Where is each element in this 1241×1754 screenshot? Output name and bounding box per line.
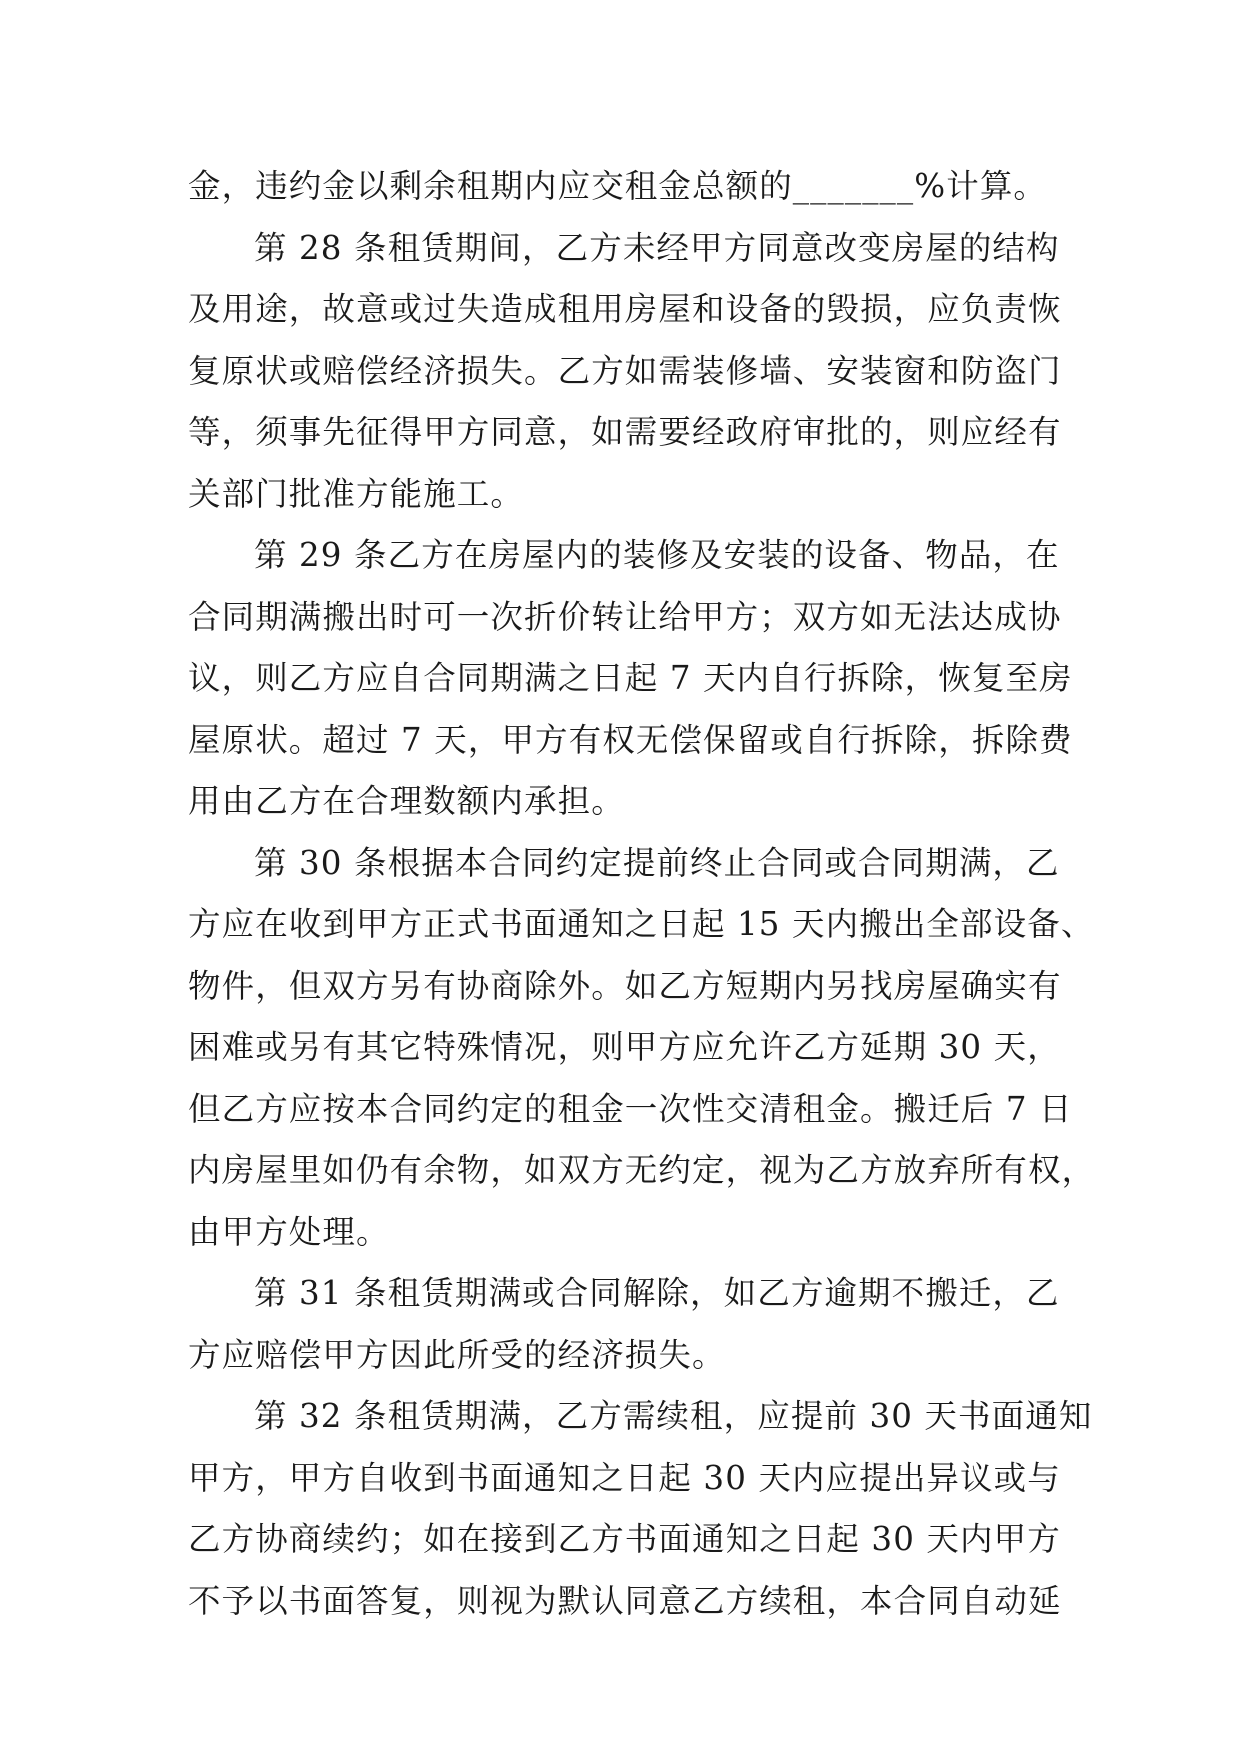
paragraph-first-line: 第 30 条根据本合同约定提前终止合同或合同期满，乙 (254, 843, 1060, 882)
text-line: 物件，但双方另有协商除外。如乙方短期内另找房屋确实有 (188, 966, 1062, 1005)
text-line: 不予以书面答复，则视为默认同意乙方续租，本合同自动延 (188, 1581, 1062, 1620)
text-line: 复原状或赔偿经济损失。乙方如需装修墙、安装窗和防盗门 (188, 351, 1062, 390)
document-body (188, 156, 1096, 1632)
text-line: 关部门批准方能施工。 (188, 474, 525, 513)
paragraph-first-line: 第 28 条租赁期间，乙方未经甲方同意改变房屋的结构 (254, 228, 1060, 267)
text-line: 金，违约金以剩余租期内应交租金总额的_______%计算。 (188, 167, 1048, 205)
paragraph-first-line: 第 32 条租赁期满，乙方需续租，应提前 30 天书面通知 (254, 1397, 1093, 1435)
text-line: 乙方协商续约；如在接到乙方书面通知之日起 30 天内甲方 (188, 1520, 1061, 1558)
paragraph-first-line: 第 31 条租赁期满或合同解除，如乙方逾期不搬迁，乙 (254, 1274, 1060, 1312)
text-line: 等，须事先征得甲方同意，如需要经政府审批的，则应经有 (188, 413, 1062, 451)
text-line: 方应在收到甲方正式书面通知之日起 15 天内搬出全部设备、 (188, 905, 1095, 943)
text-line: 用由乙方在合理数额内承担。 (188, 782, 625, 820)
text-line: 困难或另有其它特殊情况，则甲方应允许乙方延期 30 天， (188, 1028, 1061, 1066)
text-line: 及用途，故意或过失造成租用房屋和设备的毁损，应负责恢 (188, 290, 1062, 328)
text-line: 由甲方处理。 (188, 1212, 390, 1251)
text-line: 合同期满搬出时可一次折价转让给甲方；双方如无法达成协 (188, 597, 1062, 636)
text-line: 议，则乙方应自合同期满之日起 7 天内自行拆除，恢复至房 (188, 659, 1073, 697)
text-line: 方应赔偿甲方因此所受的经济损失。 (188, 1335, 726, 1374)
text-line: 甲方，甲方自收到书面通知之日起 30 天内应提出异议或与 (188, 1458, 1061, 1497)
text-line: 屋原状。超过 7 天，甲方有权无偿保留或自行拆除，拆除费 (188, 720, 1073, 759)
text-line: 但乙方应按本合同约定的租金一次性交清租金。搬迁后 7 日 (188, 1089, 1073, 1128)
paragraph-first-line: 第 29 条乙方在房屋内的装修及安装的设备、物品，在 (254, 536, 1060, 574)
text-line: 内房屋里如仍有余物，如双方无约定，视为乙方放弃所有权， (188, 1151, 1096, 1189)
